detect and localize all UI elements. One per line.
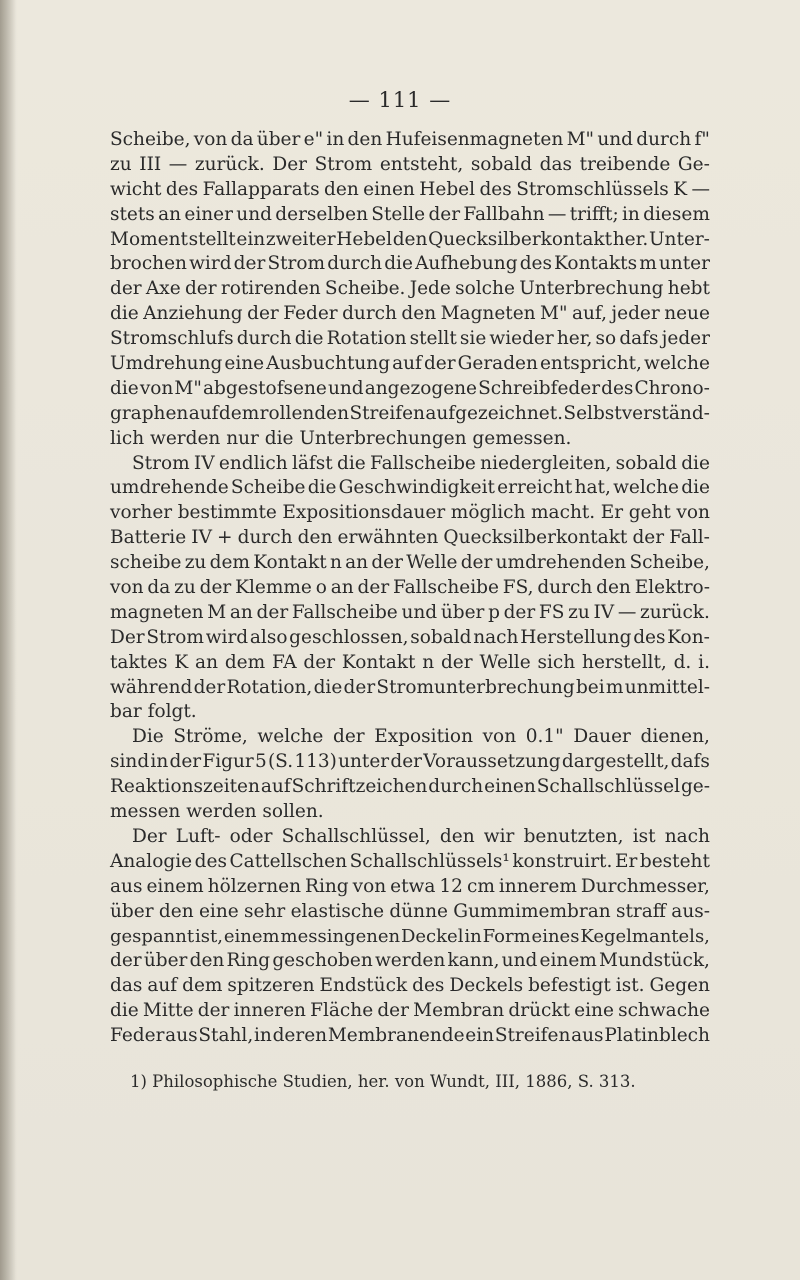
- text-line: brochen wird der Strom durch die Aufhebung des Kontakts m unter: [110, 253, 710, 275]
- text-line: graphen auf dem rollenden Streifen aufgezeichnet. Selbstverständ-: [110, 402, 710, 424]
- text-line: das auf dem spitzeren Endstück des Deckels befestigt ist. Gegen: [110, 975, 710, 997]
- text-line: Batterie IV + durch den erwähnten Quecksilberkontakt der Fall-: [110, 527, 710, 549]
- text-line: während der Rotation, die der Stromunterbrechung bei m unmittel-: [110, 676, 710, 698]
- text-line: die Mitte der inneren Fläche der Membran drückt eine schwache: [110, 1000, 710, 1022]
- text-line: die Anziehung der Feder durch den Magneten M" auf, jeder neue: [110, 303, 710, 325]
- text-line: gespannt ist, einem messingenen Deckel in Form eines Kegelmantels,: [110, 925, 710, 947]
- text-line: scheibe zu dem Kontakt n an der Welle der umdrehenden Scheibe,: [110, 552, 710, 574]
- text-line: von da zu der Klemme o an der Fallscheibe FS, durch den Elektro-: [110, 577, 710, 599]
- text-line: wicht des Fallapparats den einen Hebel des Stromschlüssels K —: [110, 178, 710, 200]
- text-line: magneten M an der Fallscheibe und über p der FS zu IV — zurück.: [110, 601, 710, 623]
- text-line: Analogie des Cattellschen Schallschlüssels¹ konstruirt. Er besteht: [110, 850, 710, 872]
- text-line: der über den Ring geschoben werden kann, und einem Mundstück,: [110, 950, 710, 972]
- text-line: Reaktionszeiten auf Schriftzeichen durch einen Schallschlüssel ge-: [110, 776, 710, 798]
- text-line: Stromschlufs durch die Rotation stellt sie wieder her, so dafs jeder: [110, 328, 710, 350]
- footnote: 1) Philosophische Studien, her. von Wundt, III, 1886, S. 313.: [130, 1072, 636, 1091]
- text-line: stets an einer und derselben Stelle der Fallbahn — trifft; in diesem: [110, 203, 710, 225]
- body-text: [110, 128, 710, 1049]
- page-number: — 111 —: [348, 88, 452, 112]
- text-line: messen werden sollen.: [110, 801, 324, 823]
- text-line: bar folgt.: [110, 701, 197, 723]
- text-line: sind in der Figur 5 (S. 113) unter der Voraussetzung dargestellt, dafs: [110, 751, 710, 773]
- text-line: Moment stellt ein zweiter Hebel den Quecksilberkontakt her. Unter-: [110, 228, 710, 250]
- text-line: Umdrehung eine Ausbuchtung auf der Geraden entspricht, welche: [110, 353, 710, 375]
- text-line: lich werden nur die Unterbrechungen gemessen.: [110, 427, 572, 449]
- text-line: der Axe der rotirenden Scheibe. Jede solche Unterbrechung hebt: [110, 278, 710, 300]
- text-line: zu III — zurück. Der Strom entsteht, sobald das treibende Ge-: [110, 153, 710, 175]
- text-line: Der Strom wird also geschlossen, sobald nach Herstellung des Kon-: [110, 626, 710, 648]
- text-line: Strom IV endlich läfst die Fallscheibe niedergleiten, sobald die: [132, 452, 710, 474]
- text-line: umdrehende Scheibe die Geschwindigkeit erreicht hat, welche die: [110, 477, 710, 499]
- text-line: aus einem hölzernen Ring von etwa 12 cm innerem Durchmesser,: [110, 875, 710, 897]
- text-line: Der Luft- oder Schallschlüssel, den wir benutzten, ist nach: [132, 825, 710, 847]
- text-line: die von M" abgestofsene und angezogene Schreibfeder des Chrono-: [110, 377, 710, 399]
- text-line: Feder aus Stahl, in deren Membranende ein Streifen aus Platinblech: [110, 1025, 710, 1047]
- text-line: taktes K an dem FA der Kontakt n der Welle sich herstellt, d. i.: [110, 651, 710, 673]
- text-line: über den eine sehr elastische dünne Gummimembran straff aus-: [110, 900, 710, 922]
- text-line: Scheibe, von da über e" in den Hufeisenmagneten M" und durch f": [110, 129, 710, 150]
- page-binding-shadow: [0, 0, 16, 1280]
- text-line: Die Ströme, welche der Exposition von 0.1" Dauer dienen,: [132, 726, 710, 748]
- text-line: vorher bestimmte Expositionsdauer möglich macht. Er geht von: [110, 502, 710, 524]
